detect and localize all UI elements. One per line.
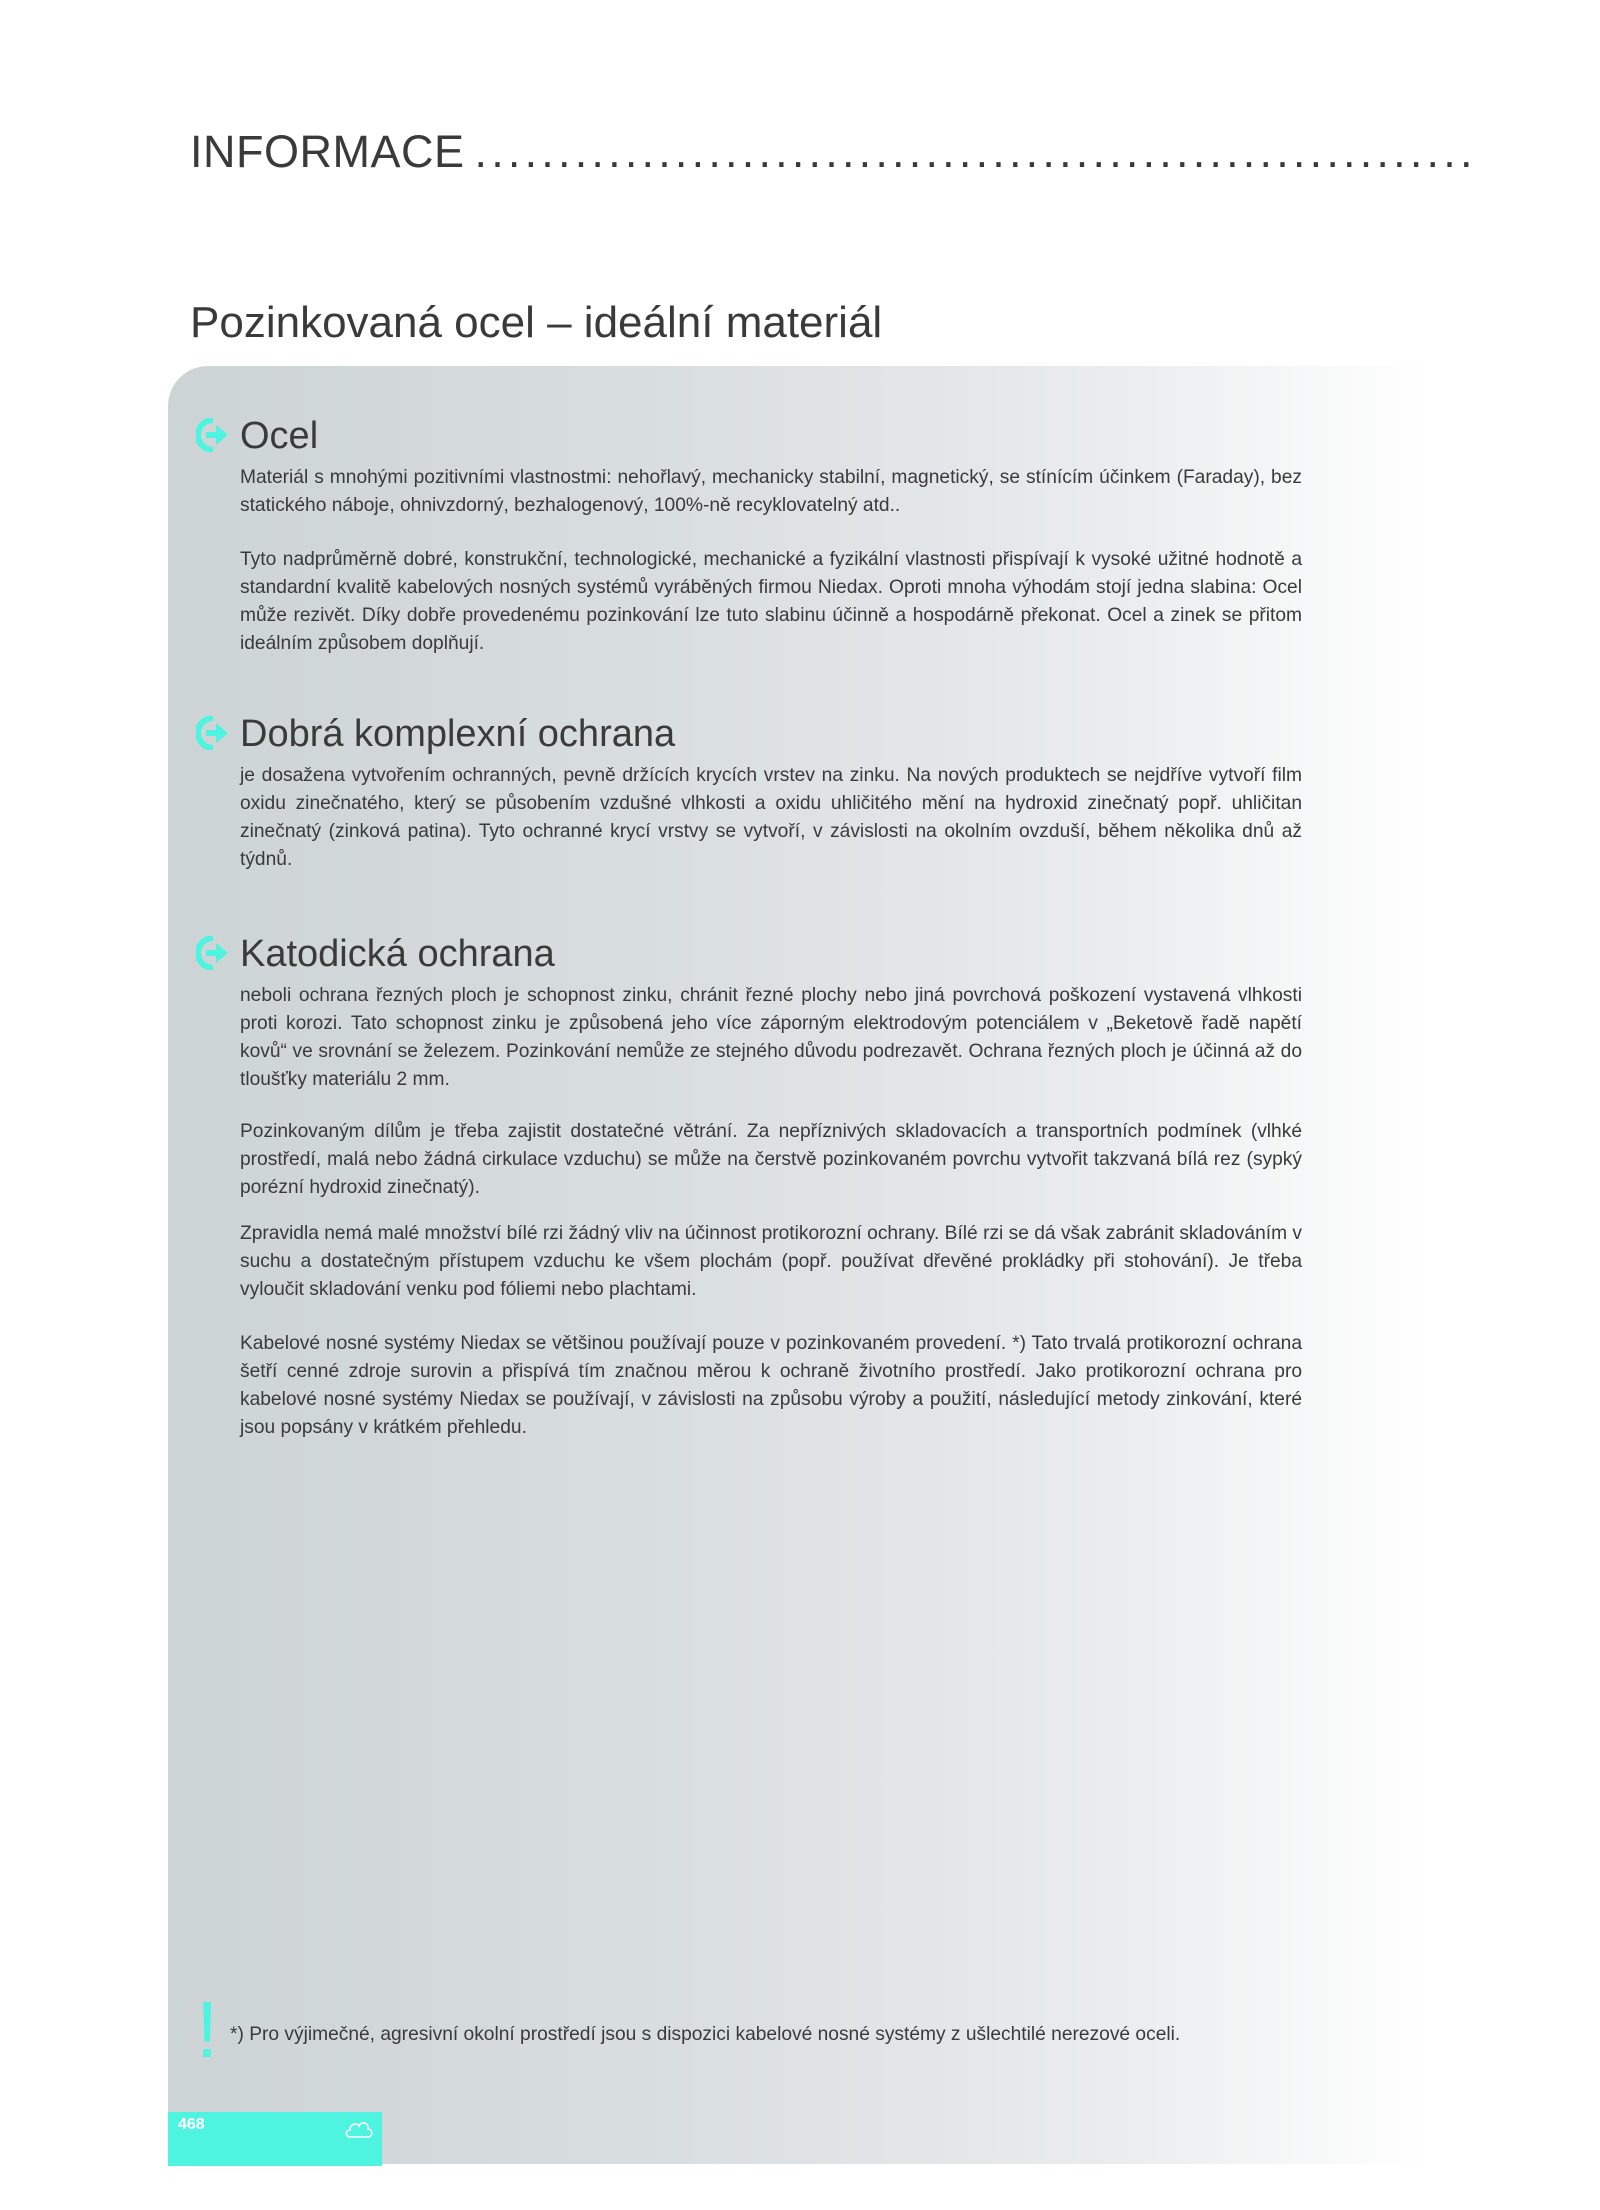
- footnote-text: *) Pro výjimečné, agresivní okolní prostředí jsou s dispozici kabelové nosné systémy z ušlechtilé nerezové oceli.: [230, 2024, 1181, 2045]
- section-dobra-komplexni-ochrana: [196, 712, 1306, 874]
- section-title: Dobrá komplexní ochrana: [240, 713, 676, 755]
- section-title: Katodická ochrana: [240, 933, 555, 975]
- header-title: INFORMACE: [190, 126, 465, 177]
- paragraph: Kabelové nosné systémy Niedax se většinou používají pouze v pozinkovaném provedení. *) Tato trvalá protikorozní ochrana šetří cenné zdroje surovin a přispívá tím značnou měrou k ochraně životního prostředí. Jako protikorozní ochrana pro kabelové nosné systémy Niedax se používají, v závislosti na způsobu výroby a použití, následující metody zinkování, které jsou popsány v krátkém přehledu.: [240, 1333, 1302, 1438]
- paragraph: Pozinkovaným dílům je třeba zajistit dostatečné větrání. Za nepříznivých skladovacích a transportních podmínek (vlhké prostředí, malá nebo žádná cirkulace vzduchu) se může na čerstvě pozinkovaném povrchu vytvořit takzvaná bílá rez (sypký porézní hydroxid zinečnatý).: [240, 1121, 1302, 1198]
- page-number: 468: [178, 2116, 205, 2133]
- cloud-icon: [344, 2118, 374, 2140]
- paragraph: Materiál s mnohými pozitivními vlastnostmi: nehořlavý, mechanicky stabilní, magnetický, se stínícím účinkem (Faraday), bez statického náboje, ohnivzdorný, bezhalogenový, 100%-ně recyklovatelný atd..: [240, 467, 1302, 516]
- page-number-tab: [168, 2112, 382, 2166]
- paragraph: Zpravidla nemá malé množství bílé rzi žádný vliv na účinnost protikorozní ochrany. Bílé rzi se dá však zabránit skladováním v suchu a dostatečným přístupem vzduchu ke všem plochám (popř. používat dřevěné prokládky při stohování). Je třeba vyloučit skladování venku pod fóliemi nebo plachtami.: [240, 1223, 1302, 1300]
- paragraph: je dosažena vytvořením ochranných, pevně držících krycích vrstev na zinku. Na nových produktech se nejdříve vytvoří film oxidu zinečnatého, který se působením vzdušné vlhkosti a oxidu uhličitého mění na hydroxid zinečnatý popř. uhličitan zinečnatý (zinková patina). Tyto ochranné krycí vrstvy se vytvoří, v závislosti na okolním ovzduší, během několika dnů až týdnů.: [240, 765, 1302, 870]
- page-title: Pozinkovaná ocel – ideální materiál: [190, 298, 883, 347]
- section-katodicka-ochrana: [196, 932, 1306, 1442]
- header-dotted-rule: ............................................................: [474, 126, 1477, 177]
- paragraph: neboli ochrana řezných ploch je schopnost zinku, chránit řezné plochy nebo jiná povrchová poškození vystavená vlhkosti proti korozi. Tato schopnost zinku je způsobená jeho více záporným elektrodovým potenciálem v „Beketově řadě napětí kovů“ ve srovnání se železem. Pozinkování nemůže ze stejného důvodu podrezavět. Ochrana řezných ploch je účinná až do tloušťky materiálu 2 mm.: [240, 985, 1302, 1090]
- paragraph: Tyto nadprůměrně dobré, konstrukční, technologické, mechanické a fyzikální vlastnosti přispívají k vysoké užitné hodnotě a standardní kvalitě kabelových nosných systémů vyráběných firmou Niedax. Oproti mnoha výhodám stojí jedna slabina: Ocel může rezivět. Díky dobře provedenému pozinkování lze tuto slabinu účinně a hospodárně překonat. Ocel a zinek se přitom ideálním způsobem doplňují.: [240, 549, 1302, 654]
- arrow-circle-icon: [196, 936, 230, 970]
- page-header: [190, 126, 1550, 182]
- section-heading: [196, 932, 1306, 982]
- section-heading: [196, 414, 1306, 464]
- section-title: Ocel: [240, 415, 319, 457]
- section-heading: [196, 712, 1306, 762]
- exclamation-icon: !: [196, 1985, 219, 2074]
- footnote: [196, 1985, 1346, 2080]
- arrow-circle-icon: [196, 716, 230, 750]
- section-ocel: [196, 414, 1306, 658]
- arrow-circle-icon: [196, 418, 230, 452]
